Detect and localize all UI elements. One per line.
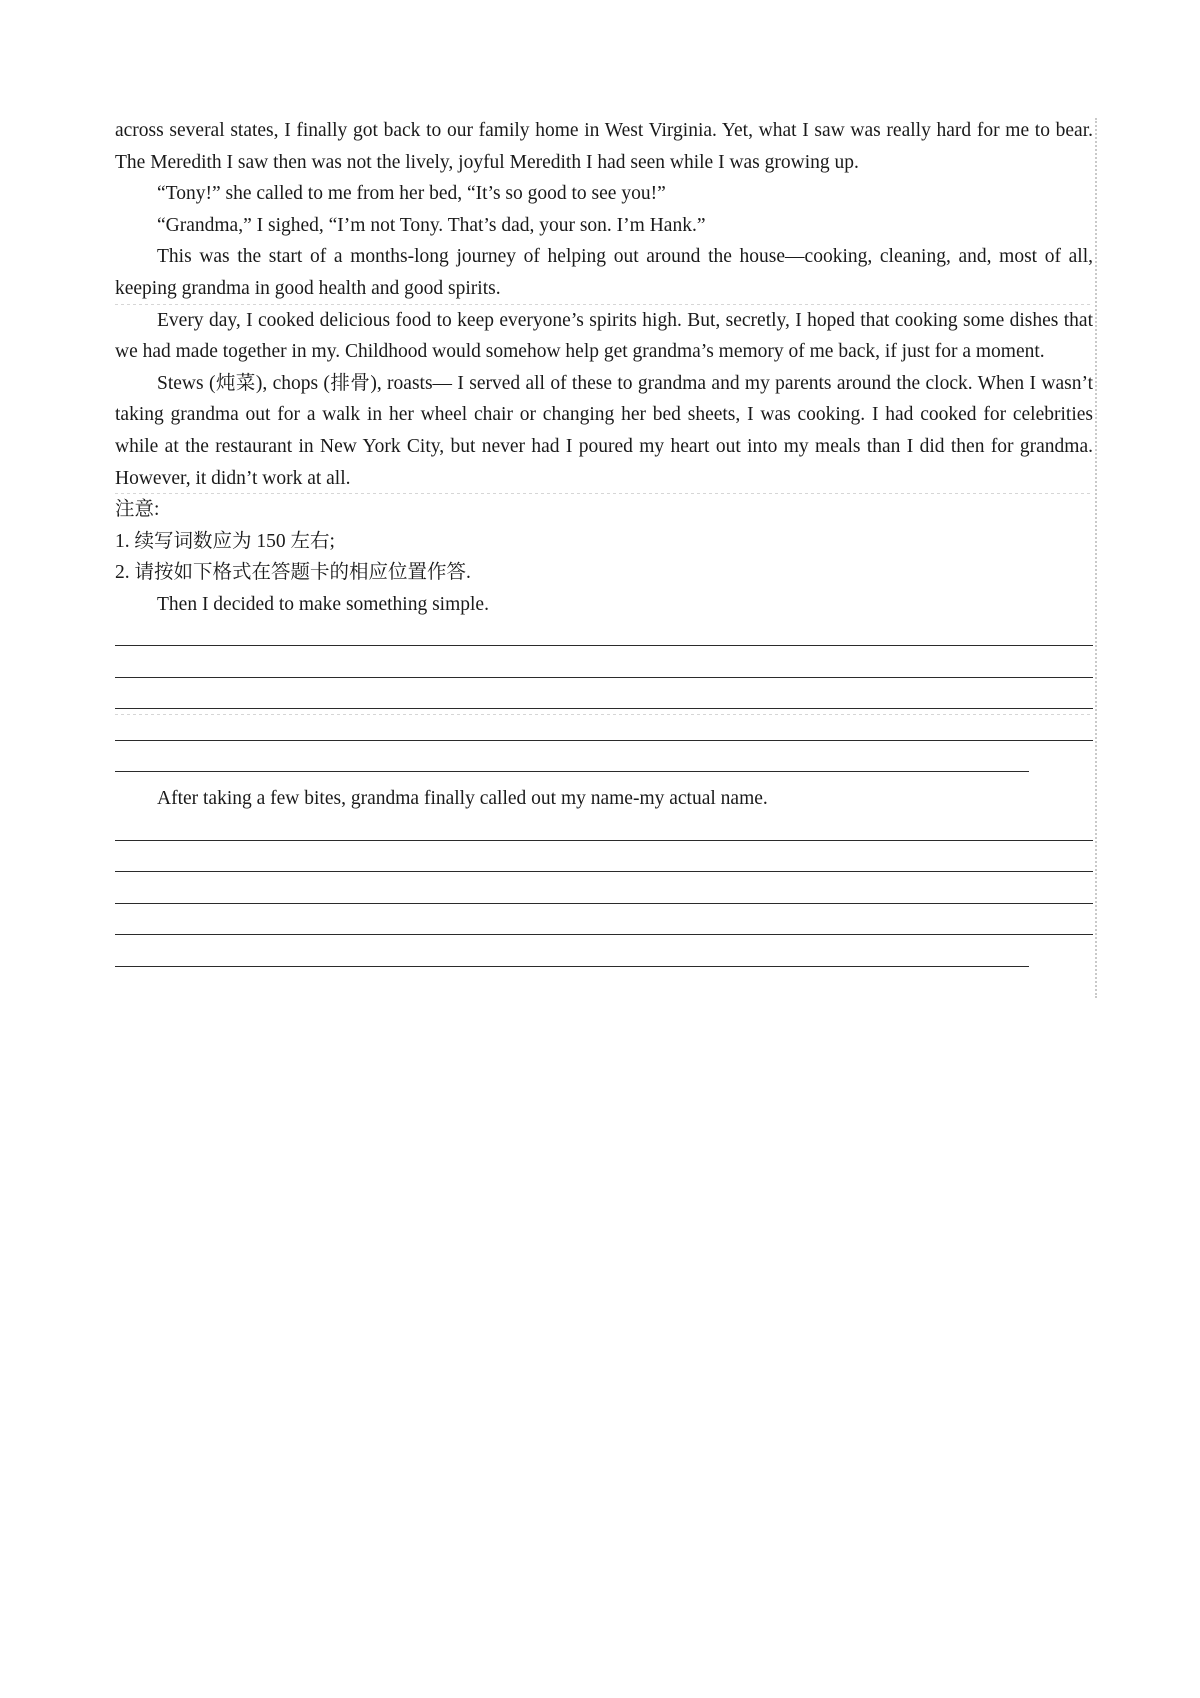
passage-paragraph-3: “Grandma,” I sighed, “I’m not Tony. That’s dad, your son. I’m Hank.” [157,214,706,236]
answer-line[interactable] [115,684,1093,716]
continuation-prompt-2: After taking a few bites, grandma finally called out my name-my actual name. [157,788,768,810]
continuation-prompt-1: Then I decided to make something simple. [157,593,489,615]
page-content [115,115,1093,973]
answer-line[interactable] [115,621,1093,653]
passage-paragraph-2: “Tony!” she called to me from her bed, “It’s so good to see you!” [157,183,666,205]
answer-line[interactable] [115,652,1093,684]
answer-line[interactable] [115,878,1093,910]
answer-area-1 [115,621,1093,779]
passage-paragraph-5: Every day, I cooked delicious food to keep everyone’s spirits high. But, secretly, I hoped that cooking some dishes that we had made together in my. Childhood would somehow help get grandma’s memory of me back, if just for a moment. [115,309,1093,363]
passage-paragraph-4: This was the start of a months-long journey of helping out around the house—cooking, cleaning, and, most of all, keeping grandma in good health and good spirits. [115,241,1093,304]
passage-paragraph-1: across several states, I finally got back to our family home in West Virginia. Yet, what I saw was really hard for me to bear. The Meredith I saw then was not the lively, joyful Meredith I had seen while I was growing up. [115,120,1093,173]
answer-area-2 [115,815,1093,973]
answer-line[interactable] [115,747,1093,779]
notes-item-2: 2. 请按如下格式在答题卡的相应位置作答. [115,562,471,584]
margin-dotted-line [1095,118,1097,998]
answer-line[interactable] [115,815,1093,847]
notes-heading: 注意: [115,499,160,521]
passage-paragraph-6: Stews (炖菜), chops (排骨), roasts— I served all of these to grandma and my parents around the clock. When I wasn’t taking grandma out for a walk in her wheel chair or changing her bed sheets, I was cooking. I had cooked for celebrities while at the restaurant in New York City, but never had I poured my heart out into my meals than I did then for grandma. However, it didn’t work at all. [115,368,1093,494]
answer-line[interactable] [115,847,1093,879]
answer-line[interactable] [115,910,1093,942]
answer-line[interactable] [115,941,1093,973]
answer-line[interactable] [115,715,1093,747]
notes-item-1: 1. 续写词数应为 150 左右; [115,530,335,552]
